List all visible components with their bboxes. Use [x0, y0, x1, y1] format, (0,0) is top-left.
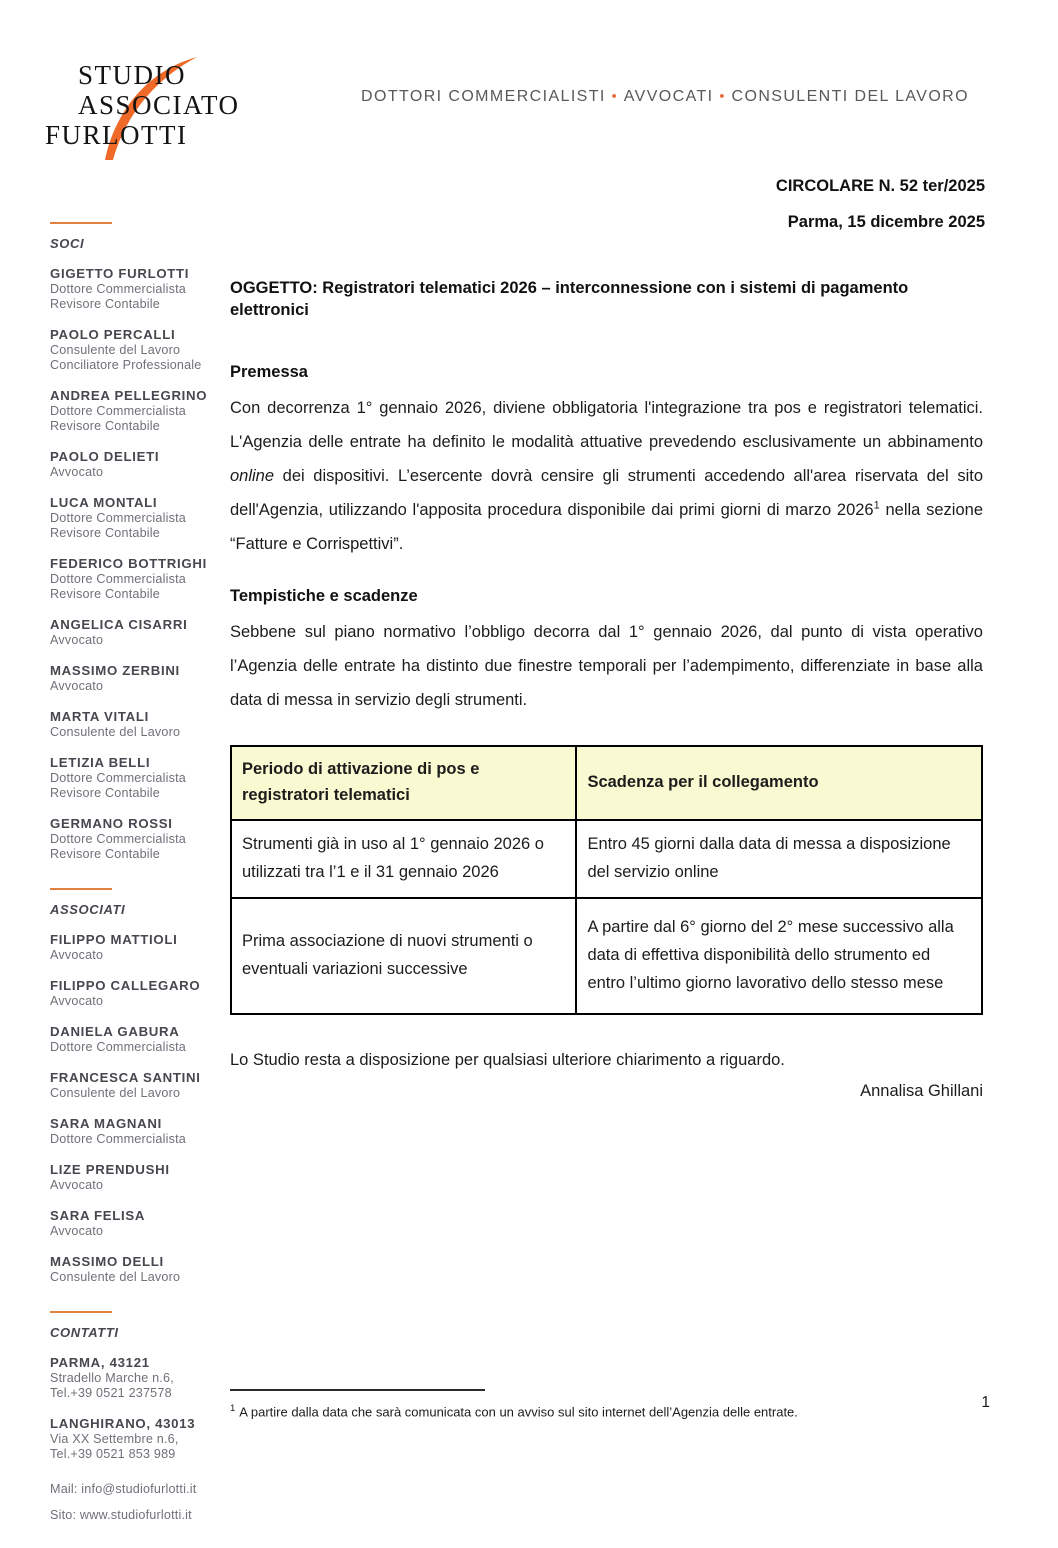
member	[50, 388, 218, 434]
member	[50, 1254, 218, 1285]
member-role: Avvocato	[50, 948, 104, 962]
member-role: Revisore Contabile	[50, 587, 161, 601]
member	[50, 1116, 218, 1147]
section-title: CONTATTI	[50, 1325, 119, 1340]
member-role: Avvocato	[50, 465, 104, 479]
member	[50, 1162, 218, 1193]
member-role: Consulente del Lavoro	[50, 1270, 181, 1284]
section-divider	[50, 888, 112, 890]
member-name: LETIZIA BELLI	[50, 755, 151, 770]
letter-body	[230, 277, 983, 1101]
office-address	[50, 1355, 218, 1401]
tagline-segment: AVVOCATI	[623, 88, 714, 105]
firm-logo	[45, 52, 265, 172]
member	[50, 816, 218, 862]
member-role: Conciliatore Professionale	[50, 358, 202, 372]
member-role: Dottore Commercialista	[50, 832, 186, 846]
member-role: Dottore Commercialista	[50, 1040, 186, 1054]
bullet-separator-icon: ▪	[719, 88, 726, 103]
logo-line: FURLOTTI	[45, 120, 188, 150]
member	[50, 932, 218, 963]
member-role: Avvocato	[50, 1224, 104, 1238]
logo-text	[45, 52, 265, 150]
text-segment: Con decorrenza 1° gennaio 2026, diviene obbligatoria l'integrazione tra pos e registratori telematici. L'Agenzia delle entrate ha definito le modalità attuative prevedendo esclusivamente un abbinamento	[230, 399, 983, 451]
section-title: ASSOCIATI	[50, 902, 126, 917]
member	[50, 266, 218, 312]
member-name: FEDERICO BOTTRIGHI	[50, 556, 207, 571]
member-name: SARA MAGNANI	[50, 1116, 162, 1131]
footnote-marker: 1	[230, 1403, 236, 1414]
member-role: Avvocato	[50, 994, 104, 1008]
member	[50, 709, 218, 740]
table-header-period: Periodo di attivazione di pos e registratori telematici	[231, 746, 576, 820]
table-cell-deadline: Entro 45 giorni dalla data di messa a disposizione del servizio online	[576, 820, 982, 898]
member	[50, 1070, 218, 1101]
italic-text-segment: online	[230, 467, 275, 485]
page-number: 1	[981, 1394, 990, 1411]
sidebar-section-soci	[50, 222, 218, 862]
footnote-reference: 1	[873, 499, 880, 512]
table-row	[231, 820, 982, 898]
member	[50, 1208, 218, 1239]
member-role: Revisore Contabile	[50, 297, 161, 311]
footnote	[230, 1403, 930, 1419]
sidebar	[50, 222, 218, 1548]
tagline-segment: CONSULENTI DEL LAVORO	[731, 88, 969, 105]
circular-number: CIRCOLARE N. 52 ter/2025	[775, 177, 985, 195]
member	[50, 755, 218, 801]
member-name: ANGELICA CISARRI	[50, 617, 188, 632]
subject-line: OGGETTO: Registratori telematici 2026 – interconnessione con i sistemi di pagamento elettronici	[230, 279, 909, 319]
logo-line: STUDIO	[78, 60, 186, 90]
member-role: Consulente del Lavoro	[50, 725, 181, 739]
member-name: DANIELA GABURA	[50, 1024, 180, 1039]
member-role: Avvocato	[50, 633, 104, 647]
text-segment: dei dispositivi. L’esercente dovrà censire gli strumenti accedendo all'area riservata del sito dell'Agenzia, utilizzando l'apposita procedura disponibile dai primi giorni di marzo 2026	[230, 467, 983, 519]
table-header-deadline: Scadenza per il collegamento	[576, 746, 982, 820]
office-street: Via XX Settembre n.6,	[50, 1432, 179, 1446]
circular-reference	[776, 177, 985, 232]
footnote-text: A partire dalla data che sarà comunicata con un avviso sul sito internet dell’Agenzia delle entrate.	[239, 1404, 798, 1420]
member-name: MARTA VITALI	[50, 709, 149, 724]
member	[50, 449, 218, 480]
member-role: Dottore Commercialista	[50, 404, 186, 418]
logo-line: ASSOCIATO	[78, 90, 240, 120]
member-role: Revisore Contabile	[50, 419, 161, 433]
premessa-paragraph	[230, 391, 983, 561]
table-cell-deadline: A partire dal 6° giorno del 2° mese successivo alla data di effettiva disponibilità dello strumento ed entro l’ultimo giorno lavorativo dello stesso mese	[576, 898, 982, 1014]
member-name: FRANCESCA SANTINI	[50, 1070, 201, 1085]
member-name: ANDREA PELLEGRINO	[50, 388, 208, 403]
member	[50, 556, 218, 602]
table-cell-period: Strumenti già in uso al 1° gennaio 2026 o utilizzati tra l’1 e il 31 gennaio 2026	[231, 820, 576, 898]
member-role: Consulente del Lavoro	[50, 343, 181, 357]
office-phone: Tel.+39 0521 853 989	[50, 1447, 176, 1461]
member-name: FILIPPO CALLEGARO	[50, 978, 201, 993]
table-cell-period: Prima associazione di nuovi strumenti o eventuali variazioni successive	[231, 898, 576, 1014]
section-divider	[50, 222, 112, 224]
member-role: Revisore Contabile	[50, 786, 161, 800]
sidebar-section-contatti	[50, 1311, 218, 1522]
member-role: Dottore Commercialista	[50, 572, 186, 586]
table-header-row	[231, 746, 982, 820]
member-name: FILIPPO MATTIOLI	[50, 932, 178, 947]
member-name: LIZE PRENDUSHI	[50, 1162, 170, 1177]
circular-date: Parma, 15 dicembre 2025	[787, 213, 985, 231]
member-role: Dottore Commercialista	[50, 511, 186, 525]
member-role: Avvocato	[50, 1178, 104, 1192]
member-name: MASSIMO ZERBINI	[50, 663, 180, 678]
tempistiche-paragraph: Sebbene sul piano normativo l’obbligo decorra dal 1° gennaio 2026, dal punto di vista operativo l’Agenzia delle entrate ha distinto due finestre temporali per l’adempimento, differenziate in base alla data di messa in servizio degli strumenti.	[230, 623, 983, 709]
table-row	[231, 898, 982, 1014]
office-street: Stradello Marche n.6,	[50, 1371, 174, 1385]
member-name: LUCA MONTALI	[50, 495, 158, 510]
member-name: GIGETTO FURLOTTI	[50, 266, 190, 281]
member	[50, 495, 218, 541]
member-role: Dottore Commercialista	[50, 771, 186, 785]
tempistiche-heading: Tempistiche e scadenze	[230, 587, 418, 605]
member	[50, 1024, 218, 1055]
member-name: PAOLO PERCALLI	[50, 327, 176, 342]
signature-name: Annalisa Ghillani	[860, 1082, 983, 1100]
member-role: Revisore Contabile	[50, 526, 161, 540]
office-city: LANGHIRANO, 43013	[50, 1416, 196, 1431]
member-name: SARA FELISA	[50, 1208, 146, 1223]
text-segment: nella sezione “Fatture e Corrispettivi”.	[230, 501, 983, 553]
member-role: Revisore Contabile	[50, 847, 161, 861]
deadlines-table	[230, 745, 983, 1015]
header-tagline	[340, 88, 990, 106]
member-role: Dottore Commercialista	[50, 282, 186, 296]
premessa-heading: Premessa	[230, 363, 308, 381]
section-divider	[50, 1311, 112, 1313]
member-name: GERMANO ROSSI	[50, 816, 173, 831]
footnote-separator	[230, 1389, 485, 1391]
member-role: Dottore Commercialista	[50, 1132, 186, 1146]
sidebar-section-associati	[50, 888, 218, 1285]
section-title: SOCI	[50, 236, 85, 251]
contact-email: Mail: info@studiofurlotti.it	[50, 1482, 197, 1496]
member-name: MASSIMO DELLI	[50, 1254, 164, 1269]
tagline-segment: DOTTORI COMMERCIALISTI	[361, 88, 606, 105]
member	[50, 663, 218, 694]
closing-line: Lo Studio resta a disposizione per qualsiasi ulteriore chiarimento a riguardo.	[230, 1051, 785, 1069]
member	[50, 978, 218, 1009]
member-role: Avvocato	[50, 679, 104, 693]
member-role: Consulente del Lavoro	[50, 1086, 181, 1100]
office-phone: Tel.+39 0521 237578	[50, 1386, 172, 1400]
member-name: PAOLO DELIETI	[50, 449, 160, 464]
member	[50, 617, 218, 648]
office-address	[50, 1416, 218, 1462]
member	[50, 327, 218, 373]
bullet-separator-icon: ▪	[611, 88, 618, 103]
contact-website: Sito: www.studiofurlotti.it	[50, 1508, 192, 1522]
office-city: PARMA, 43121	[50, 1355, 150, 1370]
